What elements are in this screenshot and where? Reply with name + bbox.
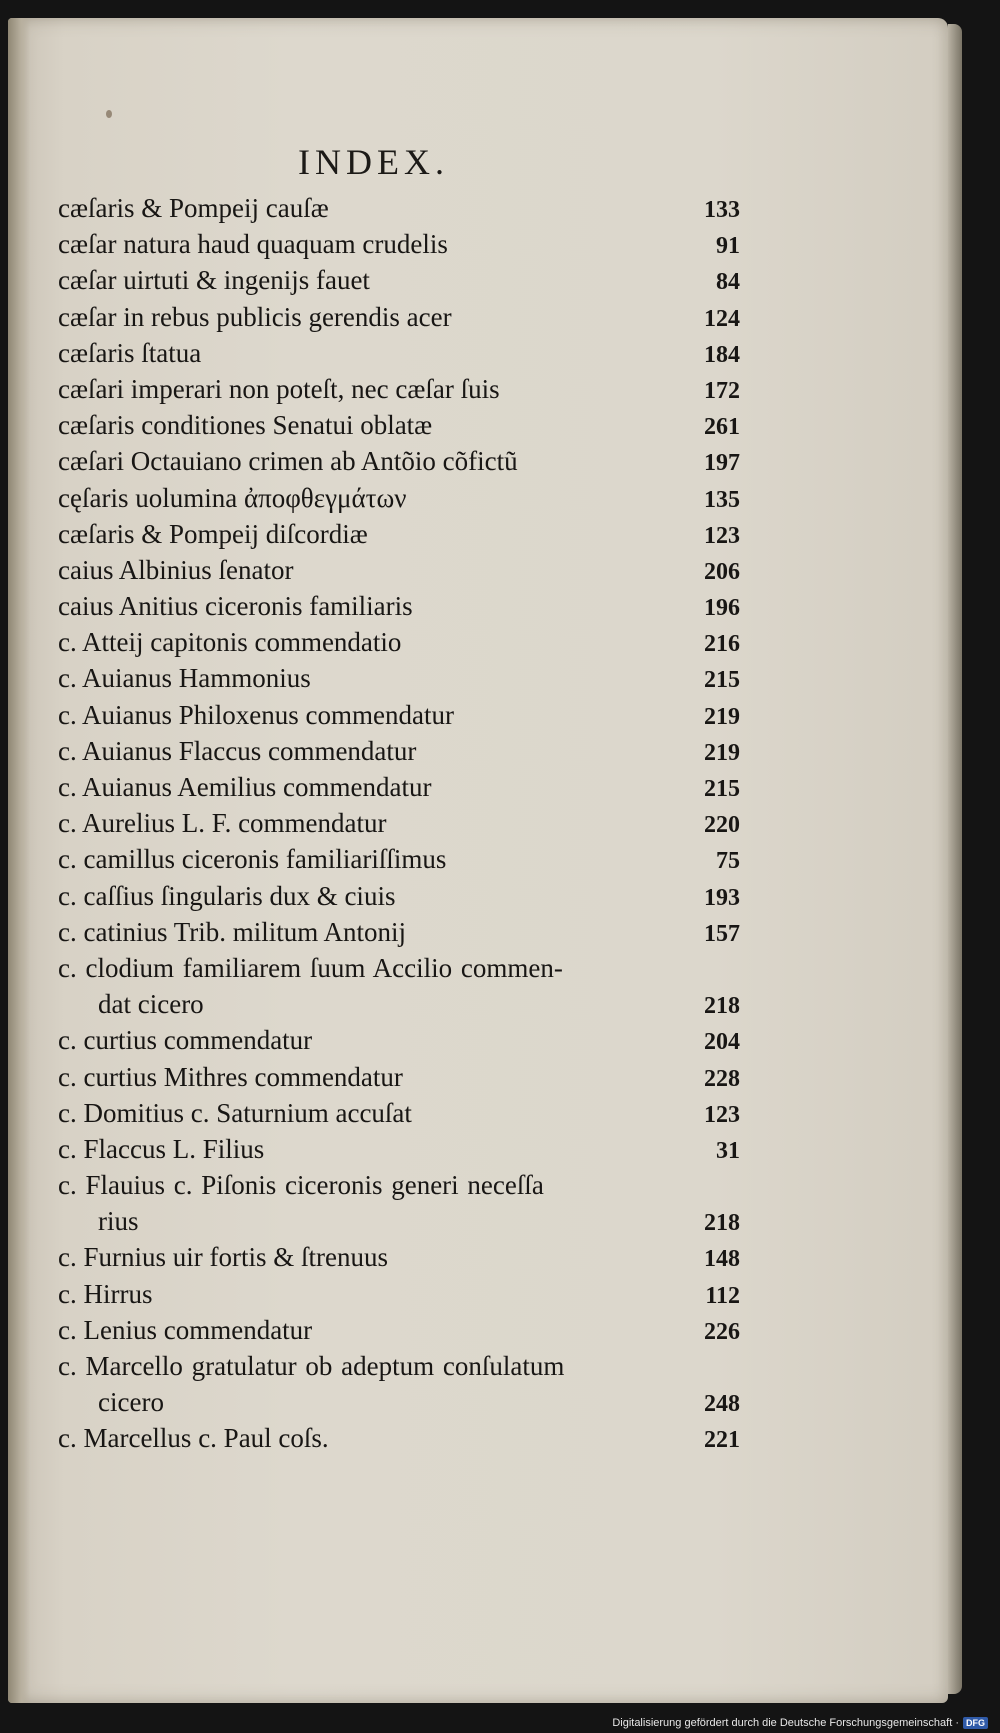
index-entry (58, 769, 740, 805)
entry-term: cæſar in rebus publicis gerendis acer (58, 301, 452, 332)
entry-page-number: 215 (704, 776, 740, 802)
entry-page-number: 206 (704, 558, 740, 585)
index-entry-continuation (58, 1203, 740, 1239)
entry-term: c. Auianus Flaccus commendatur (58, 735, 417, 766)
entry-term: c. clodium familiarem ſuum Accilio commen- (58, 952, 563, 983)
index-entry (58, 733, 740, 769)
entry-term: c. camillus ciceronis familiariſſimus (58, 844, 447, 875)
book-page (8, 18, 948, 1703)
index-entry (58, 226, 740, 262)
entry-page-number: 157 (704, 920, 740, 947)
entry-page-number: 215 (704, 667, 740, 694)
index-entry (58, 443, 740, 479)
index-entry (58, 299, 740, 335)
entry-page-number: 172 (704, 377, 740, 404)
entry-term: c. Aurelius L. F. commendatur (58, 808, 387, 839)
paper-stain (106, 110, 112, 118)
entry-term: cæſaris & Pompeij diſcordiæ (58, 518, 368, 549)
entry-term: cæſaris ſtatua (58, 337, 202, 368)
entry-term: cicero (98, 1387, 164, 1418)
entry-term: c. caſſius ſingularis dux & ciuis (58, 880, 396, 911)
index-entry (58, 914, 740, 950)
index-entry (58, 552, 740, 588)
index-entry (58, 371, 740, 407)
index-entry (58, 480, 740, 516)
entry-page-number: 184 (704, 341, 740, 368)
entry-page-number: 218 (704, 993, 740, 1020)
index-entry (58, 660, 740, 696)
entry-term: c. Atteij capitonis commendatio (58, 627, 402, 658)
index-entry (58, 805, 740, 841)
entry-page-number: 221 (704, 1427, 740, 1454)
entry-page-number: 228 (704, 1065, 740, 1092)
index-entry (58, 841, 740, 877)
entry-term: cæſar natura haud quaquam crudelis (58, 229, 448, 260)
entry-page-number: 216 (704, 631, 740, 658)
entry-term: cęſaris uolumina ἀποφθεγμάτων (58, 482, 407, 513)
index-entry (58, 1167, 740, 1203)
entry-term: c. Marcello gratulatur ob adeptum conſulatum (58, 1351, 565, 1381)
credit-text: Digitalisierung gefördert durch die Deutsche Forschungsgemeinschaft · (612, 1717, 959, 1729)
entry-term: c. curtius Mithres commendatur (58, 1061, 403, 1092)
entry-page-number: 196 (704, 595, 740, 622)
entry-page-number: 226 (704, 1318, 740, 1345)
index-entry (58, 1131, 740, 1167)
entry-term: rius (98, 1206, 139, 1237)
index-entry (58, 1059, 740, 1095)
page-edge (948, 24, 962, 1694)
page-gutter-shadow (8, 18, 30, 1703)
entry-term: c. Furnius uir fortis & ſtrenuus (58, 1242, 388, 1273)
entry-term: cæſaris conditiones Senatui oblatæ (58, 410, 433, 441)
index-entry (58, 335, 740, 371)
entry-term: c. Auianus Philoxenus commendatur (58, 699, 454, 730)
index-entry (58, 262, 740, 298)
entry-term: c. Lenius commendatur (58, 1314, 313, 1345)
entry-term: cæſari imperari non poteſt, nec cæſar ſuis (58, 373, 500, 404)
entry-page-number: 31 (716, 1137, 740, 1164)
entry-page-number: 219 (704, 703, 740, 730)
entry-term: caius Anitius ciceronis familiaris (58, 591, 413, 622)
entry-term: c. Auianus Hammonius (58, 663, 311, 694)
entry-page-number: 220 (704, 812, 740, 839)
entry-page-number: 123 (704, 522, 740, 549)
entry-page-number: 261 (704, 414, 740, 441)
index-entry-list (58, 190, 740, 1457)
entry-page-number: 75 (716, 848, 740, 875)
entry-term: c. Auianus Aemilius commendatur (58, 772, 432, 802)
entry-term: c. Domitius c. Saturnium accuſat (58, 1097, 412, 1128)
entry-page-number: 124 (704, 305, 740, 332)
index-entry (58, 1095, 740, 1131)
index-entry (58, 407, 740, 443)
entry-page-number: 148 (704, 1246, 740, 1273)
index-entry (58, 1312, 740, 1348)
entry-page-number: 204 (704, 1029, 740, 1056)
index-entry (58, 950, 740, 986)
entry-page-number: 197 (704, 450, 740, 477)
index-entry (58, 1022, 740, 1058)
entry-page-number: 219 (704, 739, 740, 766)
index-entry (58, 1348, 740, 1384)
index-entry (58, 190, 740, 226)
entry-page-number: 84 (716, 269, 740, 296)
index-entry (58, 588, 740, 624)
entry-page-number: 91 (716, 233, 740, 260)
entry-term: cæſari Octauiano crimen ab Antõio cõfictũ (58, 446, 518, 477)
entry-page-number: 193 (704, 884, 740, 911)
entry-term: c. Marcellus c. Paul coſs. (58, 1423, 329, 1454)
entry-term: c. Flauius c. Piſonis ciceronis generi neceſſa (58, 1170, 544, 1201)
entry-term: caius Albinius ſenator (58, 554, 294, 585)
entry-page-number: 123 (704, 1101, 740, 1128)
index-entry-continuation (58, 986, 740, 1022)
dfg-logo: DFG (963, 1717, 988, 1729)
entry-term: c. Flaccus L. Filius (58, 1133, 265, 1164)
entry-page-number: 112 (705, 1282, 740, 1309)
index-entry (58, 1276, 740, 1312)
page-heading: INDEX. (298, 142, 449, 182)
entry-term: c. curtius commendatur (58, 1025, 313, 1056)
entry-page-number: 218 (704, 1210, 740, 1237)
entry-term: cæſar uirtuti & ingenijs fauet (58, 265, 370, 296)
index-entry (58, 697, 740, 733)
entry-term: c. Hirrus (58, 1278, 153, 1309)
entry-term: cæſaris & Pompeij cauſæ (58, 193, 329, 223)
digitization-credit (612, 1717, 988, 1729)
index-entry (58, 878, 740, 914)
index-entry (58, 516, 740, 552)
entry-page-number: 133 (704, 197, 740, 223)
index-entry (58, 1420, 740, 1456)
entry-page-number: 135 (704, 486, 740, 513)
entry-term: dat cicero (98, 989, 204, 1020)
entry-term: c. catinius Trib. militum Antonij (58, 916, 407, 947)
index-entry-continuation (58, 1384, 740, 1420)
index-entry (58, 1239, 740, 1275)
index-entry (58, 624, 740, 660)
entry-page-number: 248 (704, 1391, 740, 1418)
